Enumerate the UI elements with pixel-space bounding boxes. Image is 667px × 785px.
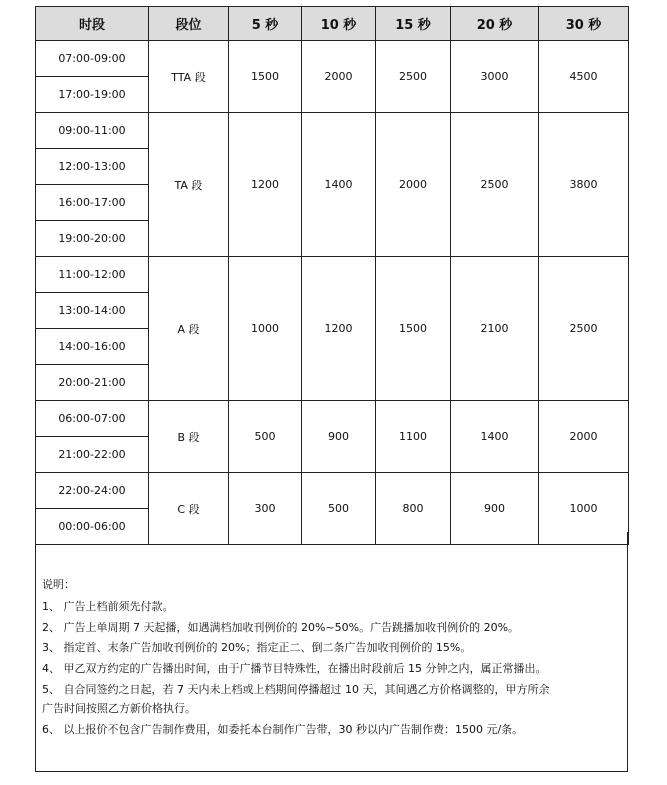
price-cell: 500 (302, 473, 376, 545)
notes-title: 说明： (42, 578, 75, 591)
segment-cell: B 段 (149, 401, 229, 473)
header-30s: 30 秒 (539, 7, 629, 41)
note-line-4: 4、 甲乙双方约定的广告播出时间，由于广播节目特殊性，在播出时段前后 15 分钟之内，属正常播出。 (42, 662, 547, 675)
notes-box (35, 532, 628, 772)
note-line-1: 1、 广告上档前须先付款。 (42, 600, 174, 613)
price-cell: 1500 (229, 41, 302, 113)
time-slot-cell: 21:00-22:00 (36, 437, 149, 473)
note-line-2: 2、 广告上单周期 7 天起播，如遇满档加收刊例价的 20%~50%。广告跳播加收刊例价的 20%。 (42, 621, 520, 634)
segment-cell: TTA 段 (149, 41, 229, 113)
header-row (36, 7, 629, 41)
price-cell: 2000 (302, 41, 376, 113)
price-cell: 1000 (229, 257, 302, 401)
price-cell: 1200 (229, 113, 302, 257)
segment-cell: C 段 (149, 473, 229, 545)
note-line-5: 5、 自合同签约之日起，若 7 天内未上档或上档期间停播超过 10 天，其间遇乙方价格调整的，甲方所余 (42, 683, 550, 696)
table-row (36, 113, 629, 149)
price-cell: 1200 (302, 257, 376, 401)
header-segment: 段位 (149, 7, 229, 41)
price-cell: 3000 (451, 41, 539, 113)
price-cell: 2500 (539, 257, 629, 401)
price-cell: 4500 (539, 41, 629, 113)
table-row (36, 473, 629, 509)
time-slot-cell: 19:00-20:00 (36, 221, 149, 257)
note-line-6: 6、 以上报价不包含广告制作费用，如委托本台制作广告带，30 秒以内广告制作费：1500 元/条。 (42, 723, 524, 736)
header-5s: 5 秒 (229, 7, 302, 41)
price-cell: 800 (376, 473, 451, 545)
time-slot-cell: 09:00-11:00 (36, 113, 149, 149)
segment-cell: A 段 (149, 257, 229, 401)
time-slot-cell: 11:00-12:00 (36, 257, 149, 293)
price-cell: 2500 (451, 113, 539, 257)
header-10s: 10 秒 (302, 7, 376, 41)
price-cell: 500 (229, 401, 302, 473)
time-slot-cell: 13:00-14:00 (36, 293, 149, 329)
note-line-3: 3、 指定首、末条广告加收刊例价的 20%；指定正二、倒二条广告加收刊例价的 15%。 (42, 641, 472, 654)
price-cell: 900 (451, 473, 539, 545)
price-cell: 1400 (302, 113, 376, 257)
rate-sheet (35, 6, 628, 545)
time-slot-cell: 20:00-21:00 (36, 365, 149, 401)
price-cell: 1500 (376, 257, 451, 401)
time-slot-cell: 06:00-07:00 (36, 401, 149, 437)
time-slot-cell: 12:00-13:00 (36, 149, 149, 185)
rate-table (35, 6, 629, 545)
note-line-5-cont: 广告时间按照乙方新价格执行。 (42, 702, 196, 715)
price-cell: 900 (302, 401, 376, 473)
time-slot-cell: 16:00-17:00 (36, 185, 149, 221)
price-cell: 300 (229, 473, 302, 545)
segment-cell: TA 段 (149, 113, 229, 257)
price-cell: 1000 (539, 473, 629, 545)
price-cell: 1400 (451, 401, 539, 473)
price-cell: 2100 (451, 257, 539, 401)
table-row (36, 41, 629, 77)
price-cell: 3800 (539, 113, 629, 257)
header-20s: 20 秒 (451, 7, 539, 41)
price-cell: 2000 (376, 113, 451, 257)
price-cell: 2000 (539, 401, 629, 473)
rate-body (36, 41, 629, 545)
price-cell: 1100 (376, 401, 451, 473)
header-15s: 15 秒 (376, 7, 451, 41)
time-slot-cell: 17:00-19:00 (36, 77, 149, 113)
table-row (36, 401, 629, 437)
table-row (36, 257, 629, 293)
time-slot-cell: 00:00-06:00 (36, 509, 149, 545)
time-slot-cell: 14:00-16:00 (36, 329, 149, 365)
header-time-slot: 时段 (36, 7, 149, 41)
time-slot-cell: 07:00-09:00 (36, 41, 149, 77)
price-cell: 2500 (376, 41, 451, 113)
time-slot-cell: 22:00-24:00 (36, 473, 149, 509)
